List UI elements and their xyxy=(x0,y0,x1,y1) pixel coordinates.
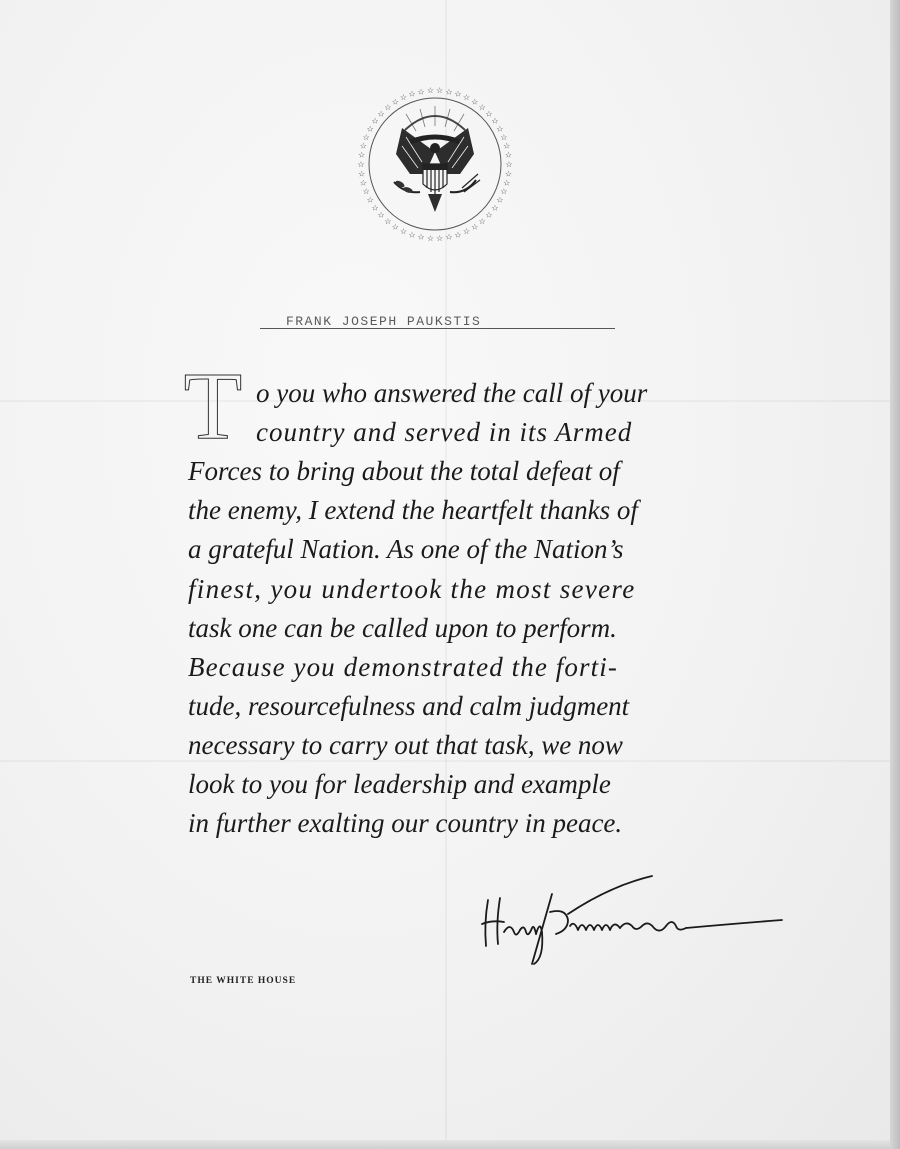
seal-star: ☆ xyxy=(417,87,425,97)
message-line: in further exalting our country in peace. xyxy=(188,808,623,838)
seal-star: ☆ xyxy=(371,203,379,213)
message-line: o you who answered the call of your xyxy=(256,378,648,408)
message-line: tude, resourcefulness and calm judgment xyxy=(188,691,630,721)
dropcap-letter xyxy=(180,368,246,442)
seal-star: ☆ xyxy=(471,222,479,232)
seal-star: ☆ xyxy=(496,195,504,205)
seal-star: ☆ xyxy=(391,222,399,232)
seal-star: ☆ xyxy=(358,169,366,179)
seal-star: ☆ xyxy=(503,178,511,188)
seal-star: ☆ xyxy=(503,141,511,151)
message-line: finest, you undertook the most severe xyxy=(188,574,636,604)
seal-star: ☆ xyxy=(362,132,370,142)
seal-star: ☆ xyxy=(496,124,504,134)
message-line: look to you for leadership and example xyxy=(188,769,611,799)
seal-star: ☆ xyxy=(436,233,444,243)
seal-star: ☆ xyxy=(391,97,399,107)
seal-star: ☆ xyxy=(399,93,408,102)
seal-star: ☆ xyxy=(426,233,434,243)
seal-star: ☆ xyxy=(358,150,366,160)
signature-icon xyxy=(470,868,790,968)
seal-star: ☆ xyxy=(366,195,374,205)
seal-star: ☆ xyxy=(454,230,462,240)
scan-edge xyxy=(890,0,900,1149)
seal-star: ☆ xyxy=(478,217,486,226)
seal-star: ☆ xyxy=(359,141,367,151)
seal-star: ☆ xyxy=(359,178,367,188)
seal-star: ☆ xyxy=(478,103,486,112)
seal-star: ☆ xyxy=(384,103,392,112)
seal-star: ☆ xyxy=(408,230,416,240)
footer-white-house: THE WHITE HOUSE xyxy=(190,976,297,986)
message-line: task one can be called upon to perform. xyxy=(188,613,617,643)
seal-star: ☆ xyxy=(500,132,508,142)
seal-star: ☆ xyxy=(377,109,385,119)
seal-star: ☆ xyxy=(491,116,499,126)
seal-star: ☆ xyxy=(417,232,425,242)
seal-star: ☆ xyxy=(504,169,512,179)
seal-star: ☆ xyxy=(491,203,499,213)
message-line: the enemy, I extend the heartfelt thanks of xyxy=(188,495,638,525)
seal-star: ☆ xyxy=(500,187,508,197)
seal-star: ☆ xyxy=(504,150,512,160)
seal-star: ☆ xyxy=(445,87,453,97)
paper-bottom-edge xyxy=(0,1140,890,1149)
message-line: necessary to carry out that task, we now xyxy=(188,730,623,760)
seal-star: ☆ xyxy=(399,227,408,236)
seal-star: ☆ xyxy=(426,86,434,96)
seal-star: ☆ xyxy=(445,232,453,242)
seal-star: ☆ xyxy=(362,187,370,197)
seal-star: ☆ xyxy=(485,210,493,220)
presidential-seal-icon xyxy=(350,82,520,247)
message-line: Forces to bring about the total defeat of xyxy=(188,456,620,486)
seal-star: ☆ xyxy=(377,210,385,220)
seal-star: ☆ xyxy=(384,217,392,226)
seal-star: ☆ xyxy=(371,116,379,126)
seal-star: ☆ xyxy=(436,86,444,96)
message-line: country and served in its Armed xyxy=(256,417,633,447)
seal-star: ☆ xyxy=(408,89,416,99)
dropcap-glyph: T xyxy=(183,368,243,442)
seal-star: ☆ xyxy=(505,160,513,169)
seal-star: ☆ xyxy=(462,93,471,102)
seal-star: ☆ xyxy=(471,97,479,107)
message-line: a grateful Nation. As one of the Nation’s xyxy=(188,534,624,564)
seal-star: ☆ xyxy=(462,227,471,236)
seal-star: ☆ xyxy=(366,124,374,134)
message-line: Because you demonstrated the forti- xyxy=(188,652,618,682)
seal-star: ☆ xyxy=(485,109,493,119)
seal-star: ☆ xyxy=(357,160,365,169)
recipient-name: FRANK JOSEPH PAUKSTIS xyxy=(286,314,482,329)
seal-star: ☆ xyxy=(454,89,462,99)
